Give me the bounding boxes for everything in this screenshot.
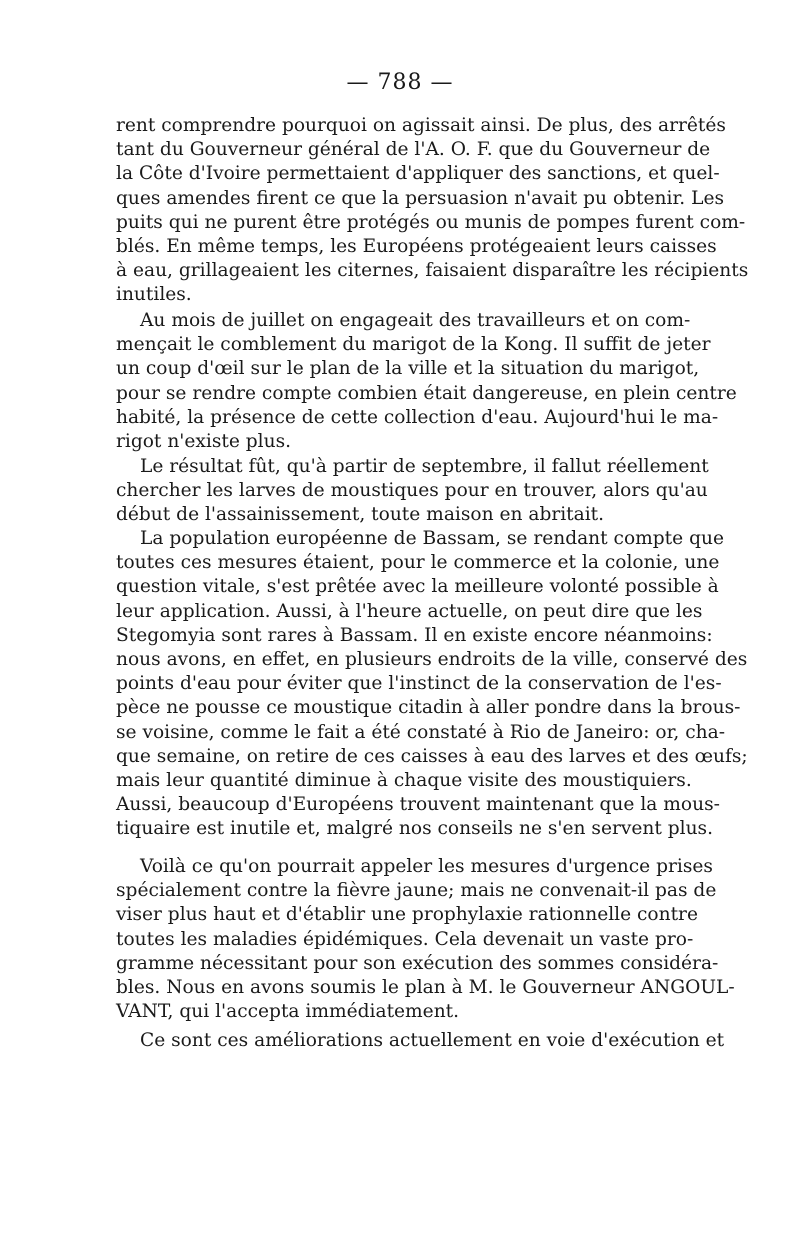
text-line: Aussi, beaucoup d'Européens trouvent maintenant que la mous-	[116, 794, 720, 816]
text-line: puits qui ne purent être protégés ou munis de pompes furent com-	[116, 211, 746, 233]
text-line: tant du Gouverneur général de l'A. O. F. que du Gouverneur de	[116, 139, 711, 161]
text-line: rigot n'existe plus.	[116, 430, 292, 452]
text-line: rent comprendre pourquoi on agissait ainsi. De plus, des arrêtés	[116, 115, 726, 136]
text-line: spécialement contre la fièvre jaune; mais ne convenait-il pas de	[116, 880, 717, 902]
text-line: pour se rendre compte combien était dangereuse, en plein centre	[116, 382, 737, 404]
text-line: nous avons, en effet, en plusieurs endroits de la ville, conservé des	[116, 648, 748, 670]
text-line: La population européenne de Bassam, se rendant compte que	[140, 528, 724, 549]
text-line: habité, la présence de cette collection d'eau. Aujourd'hui le ma-	[116, 406, 719, 428]
text-line: à eau, grillageaient les citernes, faisaient disparaître les récipients	[116, 260, 749, 282]
text-line: Au mois de juillet on engageait des travailleurs et on com-	[140, 310, 691, 331]
text-line: bles. Nous en avons soumis le plan à M. le Gouverneur ANGOUL-	[116, 976, 735, 998]
text-line: inutiles.	[116, 284, 192, 306]
paragraph-5	[116, 855, 735, 1024]
paragraph-1	[116, 114, 749, 308]
text-line: Le résultat fût, qu'à partir de septembre, il fallut réellement	[140, 456, 709, 477]
text-line: chercher les larves de moustiques pour en trouver, alors qu'au	[116, 480, 708, 502]
text-line: VANT, qui l'accepta immédiatement.	[116, 1001, 460, 1023]
text-line: que semaine, on retire de ces caisses à eau des larves et des œufs;	[116, 745, 748, 767]
paragraph-2	[116, 309, 737, 454]
paragraph-4	[116, 527, 748, 841]
text-line: tiquaire est inutile et, malgré nos conseils ne s'en servent plus.	[116, 818, 714, 840]
text-line: gramme nécessitant pour son exécution des sommes considéra-	[116, 952, 719, 974]
text-line: mençait le comblement du marigot de la Kong. Il suffit de jeter	[116, 334, 711, 356]
text-line: un coup d'œil sur le plan de la ville et la situation du marigot,	[116, 358, 700, 380]
text-line: viser plus haut et d'établir une prophylaxie rationnelle contre	[116, 904, 698, 926]
text-line: leur application. Aussi, à l'heure actuelle, on peut dire que les	[116, 600, 703, 622]
text-line: Voilà ce qu'on pourrait appeler les mesures d'urgence prises	[140, 856, 713, 877]
text-line: ques amendes firent ce que la persuasion n'avait pu obtenir. Les	[116, 187, 725, 209]
text-line: Stegomyia sont rares à Bassam. Il en existe encore néanmoins:	[116, 624, 713, 646]
text-line: mais leur quantité diminue à chaque visite des moustiquiers.	[116, 769, 692, 791]
text-line: pèce ne pousse ce moustique citadin à aller pondre dans la brous-	[116, 697, 741, 719]
paragraph-3	[116, 455, 709, 528]
text-line: toutes ces mesures étaient, pour le commerce et la colonie, une	[116, 552, 720, 574]
text-line: Ce sont ces améliorations actuellement en voie d'exécution et	[140, 1030, 725, 1051]
text-line: blés. En même temps, les Européens protégeaient leurs caisses	[116, 235, 717, 257]
text-line: toutes les maladies épidémiques. Cela devenait un vaste pro-	[116, 928, 694, 950]
text-line: début de l'assainissement, toute maison en abritait.	[116, 504, 605, 526]
paragraph-6	[116, 1029, 725, 1053]
text-line: question vitale, s'est prêtée avec la meilleure volonté possible à	[116, 576, 719, 598]
text-line: points d'eau pour éviter que l'instinct de la conservation de l'es-	[116, 673, 722, 695]
text-line: la Côte d'Ivoire permettaient d'appliquer des sanctions, et quel-	[116, 163, 720, 185]
text-line: se voisine, comme le fait a été constaté à Rio de Janeiro: or, cha-	[116, 721, 725, 743]
page-number: — 788 —	[346, 70, 454, 95]
